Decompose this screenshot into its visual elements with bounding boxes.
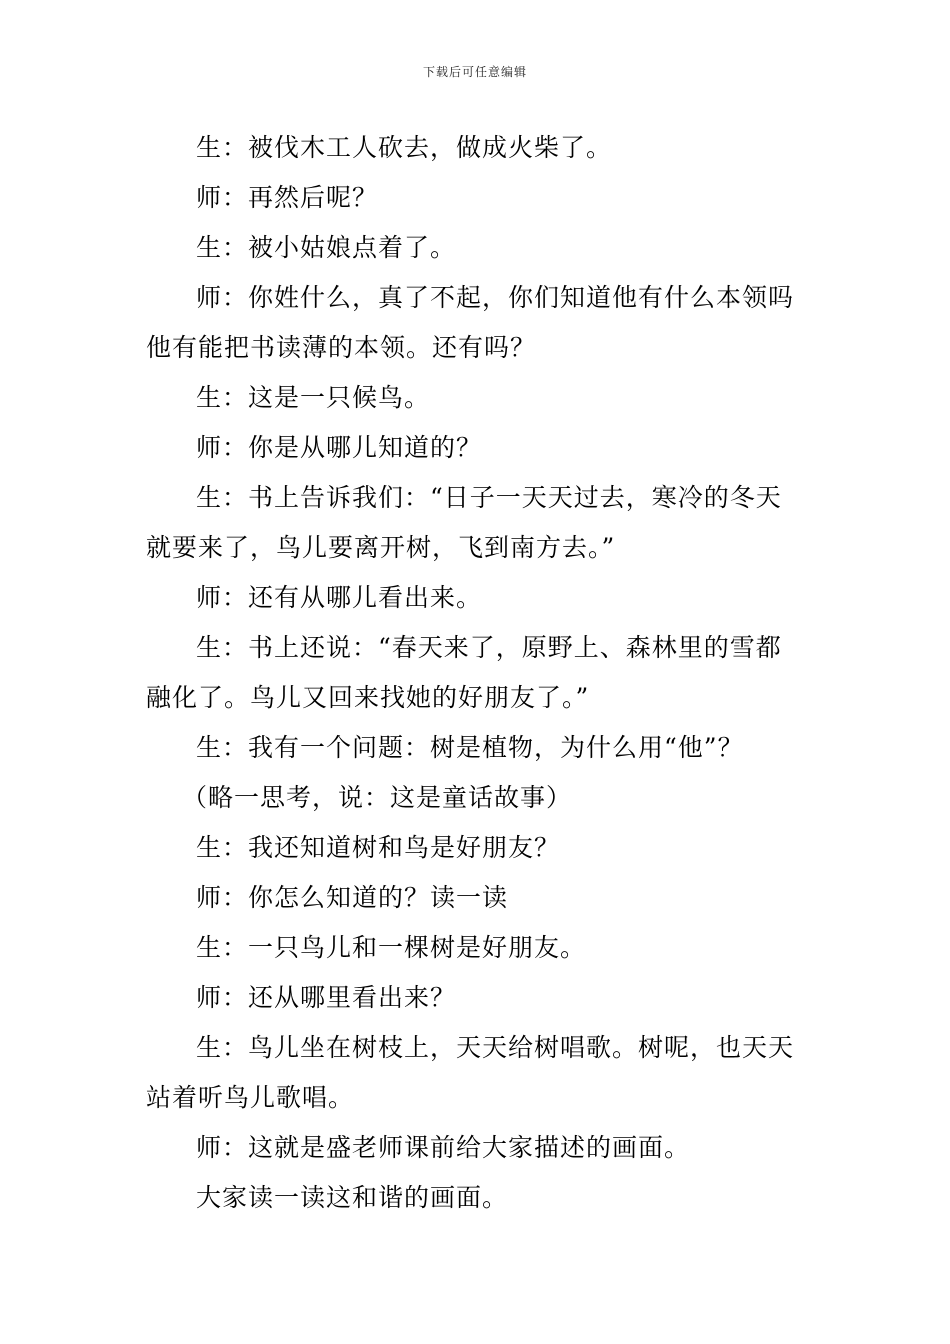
dialogue-body xyxy=(146,123,808,1223)
dialogue-line-continuation: 他有能把书读薄的本领。还有吗？ xyxy=(146,333,537,362)
stage-direction: （略一思考，说：这是童话故事） xyxy=(182,783,573,812)
dialogue-line-continuation: 融化了。鸟儿又回来找她的好朋友了。” xyxy=(146,683,590,712)
page-header: 下载后可任意编辑 xyxy=(422,65,527,79)
dialogue-line: 师：还有从哪儿看出来。 xyxy=(196,583,483,612)
dialogue-line: 生：被小姑娘点着了。 xyxy=(196,233,457,262)
dialogue-line: 师：你怎么知道的？读一读 xyxy=(196,883,509,912)
dialogue-line: 生：我有一个问题：树是植物，为什么用“他”？ xyxy=(196,733,744,762)
dialogue-line: 师：你姓什么，真了不起，你们知道他有什么本领吗 xyxy=(196,283,795,312)
dialogue-line: 师：还从哪里看出来？ xyxy=(196,983,457,1012)
dialogue-line: 师：再然后呢？ xyxy=(196,183,379,212)
dialogue-line: 生：一只鸟儿和一棵树是好朋友。 xyxy=(196,933,587,962)
dialogue-line: 生：书上告诉我们：“日子一天天过去，寒冷的冬天 xyxy=(196,483,782,512)
dialogue-line-continuation: 就要来了，鸟儿要离开树，飞到南方去。” xyxy=(146,533,616,562)
dialogue-line: 师：你是从哪儿知道的？ xyxy=(196,433,483,462)
dialogue-line: 生：我还知道树和鸟是好朋友？ xyxy=(196,833,561,862)
dialogue-line: 生：鸟儿坐在树枝上，天天给树唱歌。树呢，也天天 xyxy=(196,1033,795,1062)
dialogue-line: 师：这就是盛老师课前给大家描述的画面。 xyxy=(196,1133,691,1162)
dialogue-line-continuation: 站着听鸟儿歌唱。 xyxy=(146,1083,355,1112)
dialogue-line: 生：被伐木工人砍去，做成火柴了。 xyxy=(196,133,613,162)
dialogue-line: 生：书上还说：“春天来了，原野上、森林里的雪都 xyxy=(196,633,782,662)
dialogue-line: 生：这是一只候鸟。 xyxy=(196,383,431,412)
dialogue-line: 大家读一读这和谐的画面。 xyxy=(196,1183,509,1212)
